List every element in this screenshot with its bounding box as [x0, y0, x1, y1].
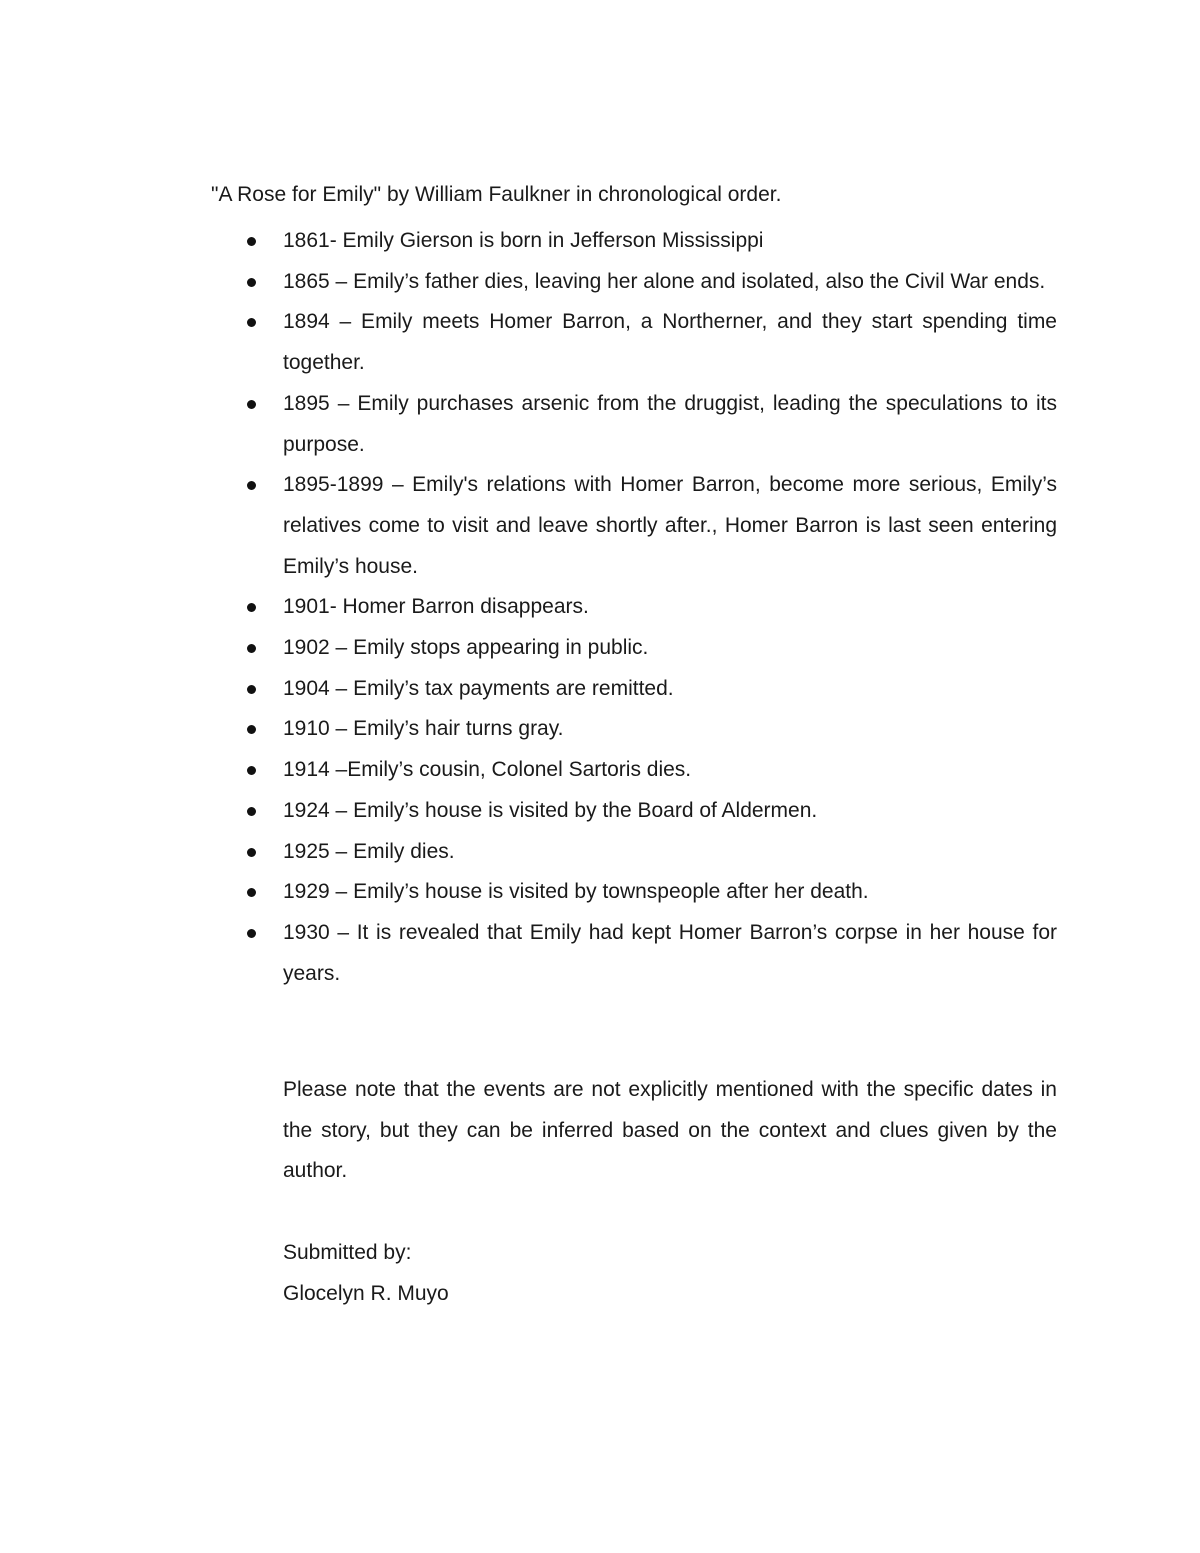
bullet-icon [247, 603, 256, 612]
bullet-icon [247, 807, 256, 816]
event-text: 1865 – Emily’s father dies, leaving her alone and isolated, also the Civil War ends. [283, 269, 1046, 293]
submitter-name: Glocelyn R. Muyo [283, 1282, 449, 1305]
event-text: 1901- Homer Barron disappears. [283, 595, 589, 619]
event-text: 1904 – Emily’s tax payments are remitted. [283, 676, 674, 700]
event-text: 1861- Emily Gierson is born in Jefferson Mississippi [283, 229, 764, 252]
bullet-icon [247, 237, 256, 246]
timeline-event [283, 913, 1057, 994]
bullet-icon [247, 400, 256, 409]
bullet-icon [247, 318, 256, 327]
submitted-by-label: Submitted by: [283, 1241, 412, 1264]
bullet-icon [247, 929, 256, 938]
event-text: 1895 – Emily purchases arsenic from the druggist, leading the speculations to its purpose. [283, 391, 1057, 456]
event-timeline-list [283, 221, 1057, 994]
bullet-icon [247, 644, 256, 653]
bullet-icon [247, 888, 256, 897]
note-paragraph: Please note that the events are not explicitly mentioned with the specific dates in the story, but they can be inferred based on the context and clues given by the author. [283, 1078, 1057, 1183]
event-text: 1929 – Emily’s house is visited by townspeople after her death. [283, 880, 869, 904]
timeline-event [283, 587, 1057, 628]
timeline-event [283, 872, 1057, 913]
timeline-event [283, 465, 1057, 587]
event-text: 1895-1899 – Emily's relations with Homer Barron, become more serious, Emily’s relatives come to visit and leave shortly after., Homer Barron is last seen entering Emily’s house. [283, 473, 1057, 578]
event-text: 1925 – Emily dies. [283, 839, 455, 863]
timeline-event [283, 302, 1057, 383]
timeline-event [283, 669, 1057, 710]
timeline-event [283, 262, 1057, 303]
document-title: "A Rose for Emily" by William Faulkner in chronological order. [211, 183, 782, 206]
bullet-icon [247, 725, 256, 734]
timeline-event [283, 832, 1057, 873]
event-text: 1924 – Emily’s house is visited by the Board of Aldermen. [283, 798, 818, 822]
timeline-event [283, 384, 1057, 465]
timeline-event [283, 709, 1057, 750]
bullet-icon [247, 278, 256, 287]
timeline-event [283, 750, 1057, 791]
bullet-icon [247, 848, 256, 857]
event-text: 1894 – Emily meets Homer Barron, a Northerner, and they start spending time together. [283, 310, 1057, 375]
event-text: 1910 – Emily’s hair turns gray. [283, 717, 564, 741]
event-text: 1930 – It is revealed that Emily had kept Homer Barron’s corpse in her house for years. [283, 920, 1057, 985]
event-text: 1914 –Emily’s cousin, Colonel Sartoris dies. [283, 758, 692, 782]
timeline-event [283, 221, 1057, 262]
timeline-event [283, 791, 1057, 832]
bullet-icon [247, 766, 256, 775]
bullet-icon [247, 481, 256, 490]
timeline-event [283, 628, 1057, 669]
bullet-icon [247, 685, 256, 694]
event-text: 1902 – Emily stops appearing in public. [283, 636, 649, 660]
